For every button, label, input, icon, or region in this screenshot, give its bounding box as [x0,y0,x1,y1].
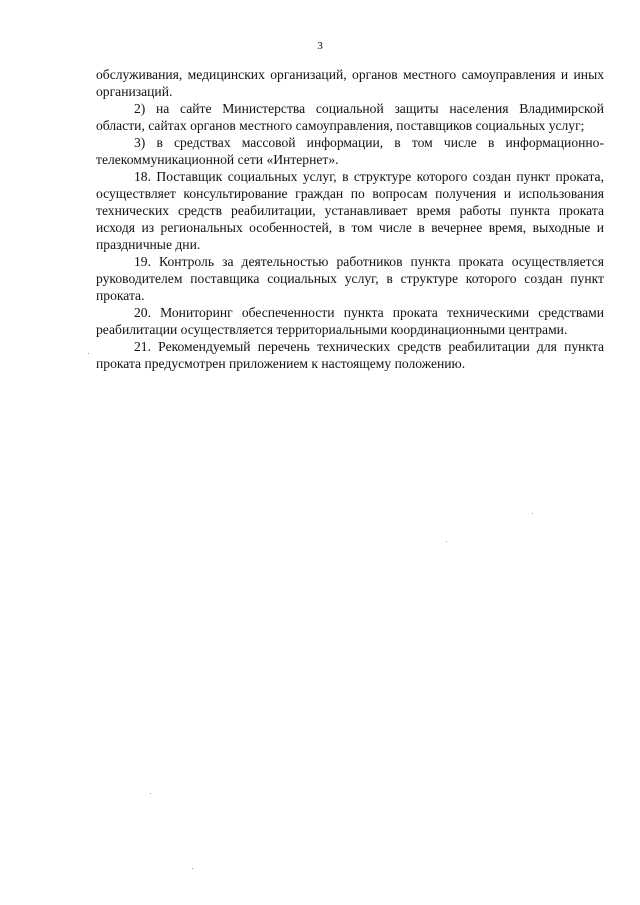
page-number: 3 [317,40,323,52]
scan-speck [532,513,533,514]
paragraph-item-3: 3) в средствах массовой информации, в том числе в информационно-телекоммуникационной сети «Интернет». [96,135,604,167]
paragraph-clause-19: 19. Контроль за деятельностью работников пункта проката осуществляется руководителем поставщика социальных услуг, в структуре которого создан пункт проката. [96,254,604,303]
scan-speck [192,868,193,869]
paragraph-clause-21: 21. Рекомендуемый перечень технических средств реабилитации для пункта проката предусмотрен приложением к настоящему положению. [96,339,604,371]
paragraph-item-2: 2) на сайте Министерства социальной защиты населения Владимирской области, сайтах органов местного самоуправления, поставщиков социальных услуг; [96,101,604,133]
scan-speck [88,353,89,354]
paragraph-clause-18: 18. Поставщик социальных услуг, в структуре которого создан пункт проката, осуществляет консультирование граждан по вопросам получения и использования технических средств реабилитации, устанавливает время работы пункта проката исходя из региональных особенностей, в том числе в вечернее время, выходные и праздничные дни. [96,169,604,252]
scan-speck [150,793,151,794]
scan-speck [446,541,447,542]
paragraph-continuation: обслуживания, медицинских организаций, органов местного самоуправления и иных организаций. [96,67,604,99]
paragraph-clause-20: 20. Мониторинг обеспеченности пункта проката техническими средствами реабилитации осуществляется территориальными координационными центрами. [96,305,604,337]
document-body [96,66,604,372]
